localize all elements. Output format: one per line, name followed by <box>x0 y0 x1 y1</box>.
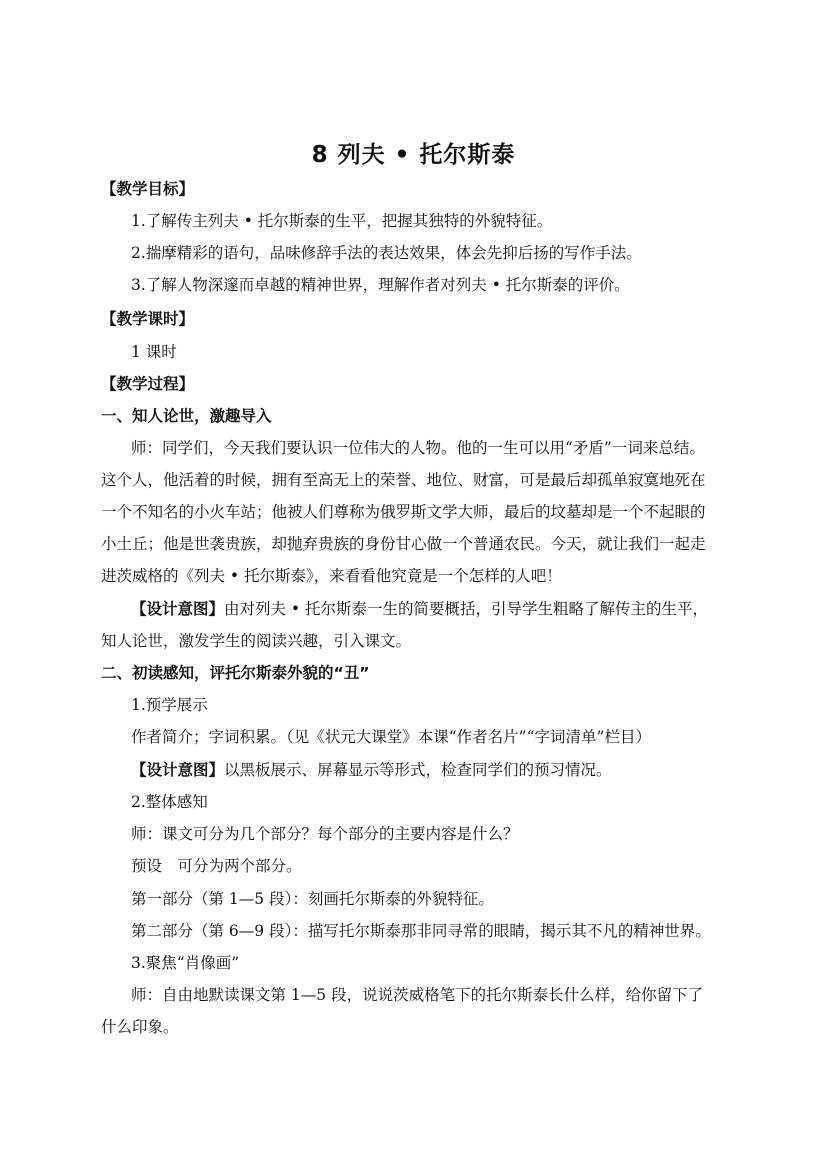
paragraph-line: 知人论世，激发学生的阅读兴趣，引入课文。 <box>101 632 412 650</box>
design-intent-label: 【设计意图】 <box>131 761 225 779</box>
design-intent <box>131 598 791 620</box>
sub-heading: 3.聚焦“肖像画” <box>131 954 240 972</box>
design-intent <box>131 759 791 781</box>
paragraph-line: 预设 可分为两个部分。 <box>131 857 302 875</box>
paragraph-line: 作者简介；字词积累。（见《状元大课堂》本课“作者名片”“字词清单”栏目） <box>131 728 651 746</box>
sub-heading: 2.整体感知 <box>131 793 208 811</box>
section-heading: 一、知人论世，激趣导入 <box>101 407 272 425</box>
paragraph-line: 这个人，他活着的时候，拥有至高无上的荣誉、地位、财富，可是最后却孤单寂寞地死在 <box>101 471 706 489</box>
paragraph-line: 师：课文可分为几个部分？每个部分的主要内容是什么？ <box>131 825 519 843</box>
paragraph-line: 师：同学们，今天我们要认识一位伟大的人物。他的一生可以用“矛盾”一词来总结。 <box>131 439 705 457</box>
sub-heading: 1.预学展示 <box>131 696 208 714</box>
goals-heading: 【教学目标】 <box>101 180 195 198</box>
hours-heading: 【教学课时】 <box>101 310 195 328</box>
paragraph-line: 师：自由地默读课文第 1—5 段，说说茨威格笔下的托尔斯泰长什么样，给你留下了 <box>131 986 704 1004</box>
goal-item: 1.了解传主列夫 • 托尔斯泰的生平，把握其独特的外貌特征。 <box>131 212 553 230</box>
paragraph-line: 一个不知名的小火车站；他被人们尊称为俄罗斯文学大师，最后的坟墓却是一个不起眼的 <box>101 503 706 521</box>
paragraph-line: 什么印象。 <box>101 1018 179 1036</box>
page-title: 8 列夫 • 托尔斯泰 <box>311 142 516 168</box>
section-heading: 二、初读感知，评托尔斯泰外貌的“丑” <box>101 664 370 682</box>
paragraph-line: 第一部分（第 1—5 段）：刻画托尔斯泰的外貌特征。 <box>131 890 494 908</box>
design-intent-text: 由对列夫 • 托尔斯泰一生的简要概括，引导学生粗略了解传主的生平， <box>224 600 709 618</box>
goal-item: 3.了解人物深邃而卓越的精神世界，理解作者对列夫 • 托尔斯泰的评价。 <box>131 276 630 294</box>
paragraph-line: 小土丘；他是世袭贵族，却抛弃贵族的身份甘心做一个普通农民。今天，就让我们一起走 <box>101 535 706 553</box>
design-intent-text: 以黑板展示、屏幕显示等形式，检查同学们的预习情况。 <box>224 761 612 779</box>
paragraph-line: 进茨威格的《列夫 • 托尔斯泰》，来看看他究竟是一个怎样的人吧！ <box>101 567 562 585</box>
paragraph-line: 第二部分（第 6—9 段）：描写托尔斯泰那非同寻常的眼睛，揭示其不凡的精神世界。 <box>131 922 711 940</box>
goal-item: 2.揣摩精彩的语句，品味修辞手法的表达效果，体会先抑后扬的写作手法。 <box>131 244 642 262</box>
process-heading: 【教学过程】 <box>101 375 195 393</box>
design-intent-label: 【设计意图】 <box>131 600 225 618</box>
hours-value: 1 课时 <box>131 343 177 361</box>
